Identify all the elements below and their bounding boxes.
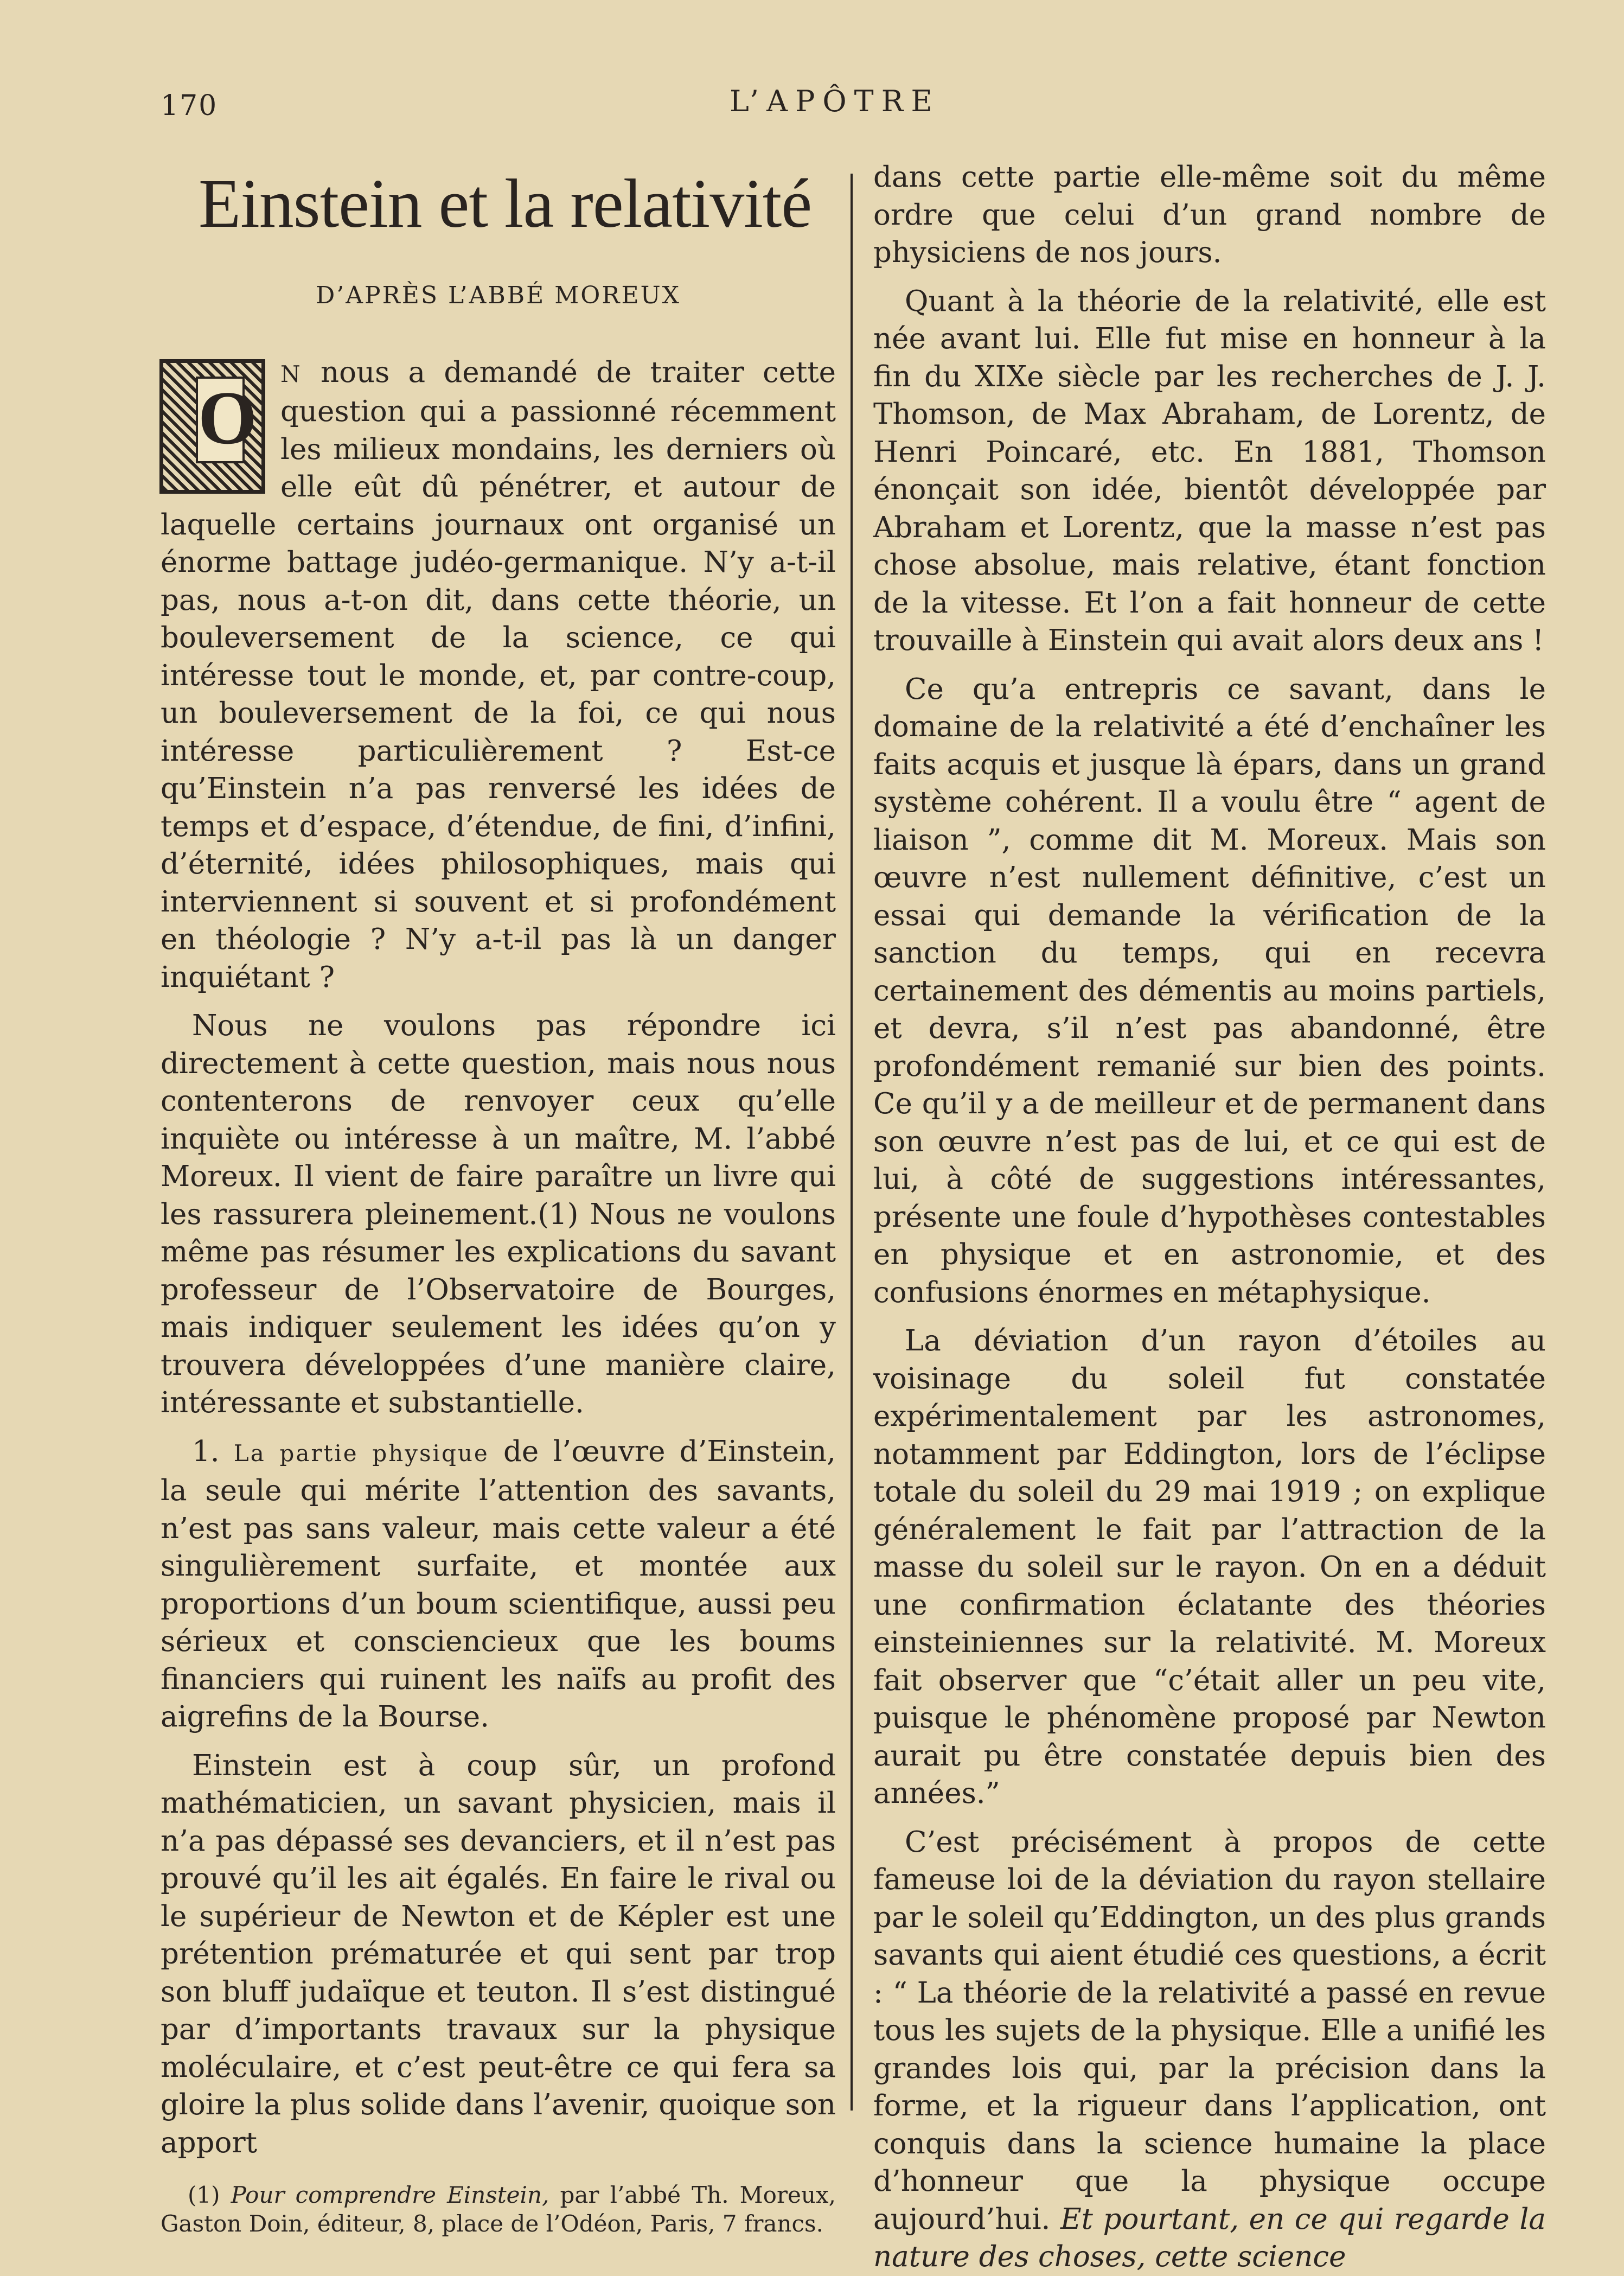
footnote-text: par l’abbé Th. Moreux, Gaston Doin, éditeur, 8, place de l’Odéon, Paris, 7 francs.: [161, 2182, 836, 2237]
left-column: [161, 163, 836, 2238]
footnote-book-title: Pour comprendre Einstein,: [231, 2182, 549, 2208]
right-paragraph-5: [873, 1824, 1546, 2276]
section-heading: La partie physique: [233, 1439, 489, 1467]
right-column: [873, 158, 1546, 2276]
right-paragraph-1: dans cette partie elle-même soit du même ordre que celui d’un grand nombre de physiciens de nos jours.: [873, 161, 1546, 269]
column-rule: [851, 174, 853, 2111]
right-paragraph-4: La déviation d’un rayon d’étoiles au voisinage du soleil fut constatée expérimentalement par les astronomes, notamment par Eddington, lors de l’éclipse totale du soleil du 29 mai 1919 ; on explique généralement le fait par l’attraction de la masse du soleil sur le rayon. On en a déduit une confirmation éclatante des théories einsteiniennes sur la relativité. M. Moreux fait observer que “c’était aller un peu vite, puisque le phénomène proposé par Newton aurait pu être constatée depuis bien des années.”: [873, 1324, 1546, 1810]
intro-text: nous a demandé de traiter cette question qui a passionné récemment les milieux mondains, les derniers où elle eût dû pénétrer, et autour de laquelle certains journaux ont organisé un énorme battage judéo-germanique. N’y a-t-il pas, nous a-t-on dit, dans cette théorie, un bouleversement de la science, ce qui intéresse tout le monde, et, par contre-coup, un bouleversement de la foi, ce qui nous intéresse particulièrement ? Est-ce qu’Einstein n’a pas renversé les idées de temps et d’espace, d’étendue, de fini, d’infini, d’éternité, idées philosophiques, mais qui interviennent si souvent et si profondément en théologie ? N’y a-t-il pas là un danger inquiétant ?: [161, 355, 836, 994]
right-paragraph-5-italic: Et pourtant, en ce qui regarde la nature des choses, cette science: [873, 2202, 1546, 2273]
dropcap-letter: O: [196, 377, 245, 463]
right-paragraph-5-text: C’est précisément à propos de cette fameuse loi de la déviation du rayon stellaire par le soleil qu’Eddington, un des plus grands savants qui aient étudié ces questions, a écrit : “ La théorie de la relativité a passé en revue tous les sujets de la physique. Elle a unifié les grandes lois qui, par la précision dans la forme, et la rigueur dans l’application, ont conquis dans la science humaine la place d’honneur que la physique occupe aujourd’hui.: [873, 1825, 1546, 2236]
paragraph-4: Einstein est à coup sûr, un profond mathématicien, un savant physicien, mais il n’a pas dépassé ses devanciers, et il n’est pas prouvé qu’il les ait égalés. En faire le rival ou le supérieur de Newton et de Képler est une prétention prématurée et qui sent par trop son bluff judaïque et teuton. Il s’est distingué par d’importants travaux sur la physique moléculaire, et c’est peut-être ce qui fera sa gloire la plus solide dans l’avenir, quoique son apport: [161, 1749, 836, 2159]
paragraph-3-text: de l’œuvre d’Einstein, la seule qui mérite l’attention des savants, n’est pas sans valeur, mais cette valeur a été singulièrement surfaite, et montée aux proportions d’un boum scientifique, aussi peu sérieux et consciencieux que les boums financiers qui ruinent les naïfs au profit des aigrefins de la Bourse.: [161, 1435, 836, 1733]
page-number: 170: [161, 90, 218, 122]
article-title: Einstein et la relativité: [199, 165, 812, 242]
paragraph-2: Nous ne voulons pas répondre ici directement à cette question, mais nous nous contenterons de renvoyer ceux qu’elle inquiète ou intéresse à un maître, M. l’abbé Moreux. Il vient de faire paraître un livre qui les rassurera pleinement.(1) Nous ne voulons même pas résumer les explications du savant professeur de l’Observatoire de Bourges, mais indiquer seulement les idées qu’on y trouvera développées d’une manière claire, intéressante et substantielle.: [161, 1009, 836, 1419]
paragraph-3: [161, 1433, 836, 1736]
section-number: 1.: [192, 1435, 220, 1468]
paragraph-intro: [161, 354, 836, 997]
article-byline: D’APRÈS L’ABBÉ MOREUX: [315, 282, 681, 309]
ornamental-dropcap: [159, 359, 265, 494]
right-paragraph-2: Quant à la théorie de la relativité, elle est née avant lui. Elle fut mise en honneur à la fin du XIXe siècle par les recherches de J. J. Thomson, de Max Abraham, de Lorentz, de Henri Poincaré, etc. En 1881, Thomson énonçait son idée, bientôt développée par Abraham et Lorentz, que la masse n’est pas chose absolue, mais relative, étant fonction de la vitesse. Et l’on a fait honneur de cette trouvaille à Einstein qui avait alors deux ans !: [873, 284, 1546, 657]
running-head: L’APÔTRE: [730, 84, 940, 118]
intro-smallcaps: N: [280, 360, 302, 387]
footnote-mark: (1): [188, 2182, 220, 2208]
right-paragraph-3: Ce qu’a entrepris ce savant, dans le domaine de la relativité a été d’enchaîner les faits acquis et jusque là épars, dans un grand système cohérent. Il a voulu être “ agent de liaison ”, comme dit M. Moreux. Mais son œuvre n’est nullement définitive, c’est un essai qui demande la vérification de la sanction du temps, qui en recevra certainement des démentis au moins partiels, et devra, s’il n’est pas abandonné, être profondément remanié sur bien des points. Ce qu’il y a de meilleur et de permanent dans son œuvre n’est pas de lui, et ce qui est de lui, à côté de suggestions intéressantes, présente une foule d’hypothèses contestables en physique et en astronomie, et des confusions énormes en métaphysique.: [873, 672, 1546, 1309]
